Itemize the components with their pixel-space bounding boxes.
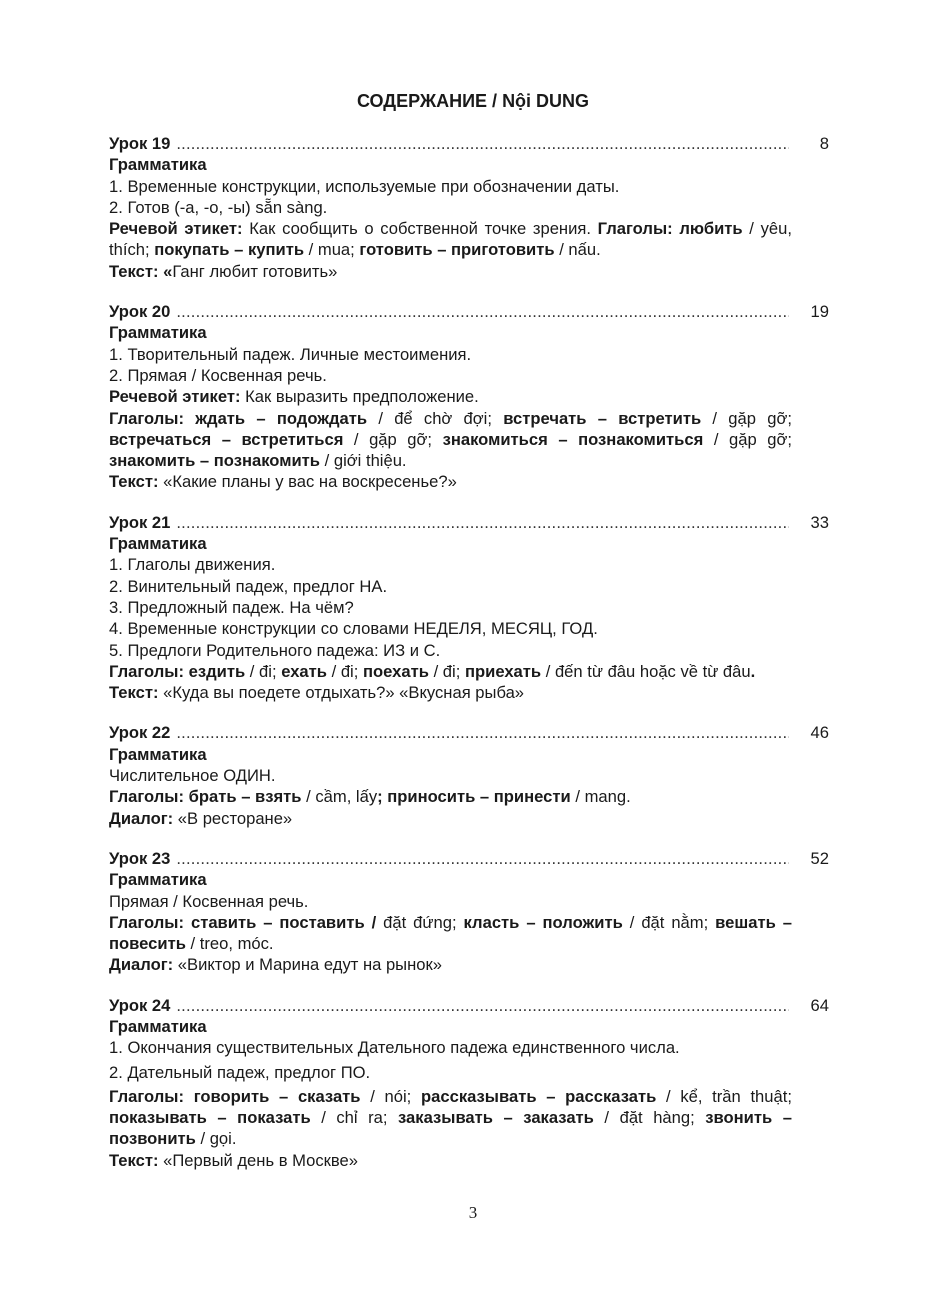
dialog-label: Диалог: (109, 955, 174, 975)
verbs-label: Глаголы: (109, 912, 185, 932)
grammar-item: 2. Прямая / Косвенная речь. (109, 365, 327, 385)
verb-translation: mang. (584, 787, 631, 807)
lesson-title: Урок 24 (109, 995, 171, 1015)
verb: ездить (188, 661, 246, 681)
verb: брать – взять (188, 787, 302, 807)
grammar-item: 1. Окончания существительных Дательного падежа единственного числа. (109, 1038, 680, 1058)
verb: рассказывать – рассказать (421, 1086, 657, 1106)
etiquette-label: Речевой этикет: (109, 387, 241, 407)
text-line (109, 261, 792, 282)
verb-translation: gọi. (209, 1129, 237, 1149)
text-title: «Первый день в Москве» (163, 1150, 359, 1170)
lesson-title: Урок 19 (109, 134, 171, 153)
verb-translation: để chờ đợi; (394, 408, 492, 428)
verb: ехать (281, 661, 327, 681)
lesson-heading[interactable] (109, 301, 829, 322)
verb: готовить – приготовить (359, 240, 555, 260)
page-title: СОДЕРЖАНИЕ / Nội DUNG (356, 91, 590, 111)
lesson-page-number: 33 (810, 512, 829, 532)
verb-translation: nói; (384, 1086, 412, 1106)
verb-translation: chỉ ra; (336, 1108, 388, 1128)
verb: любить (679, 219, 743, 239)
dialog-line (109, 808, 792, 829)
text-label: Текст: (109, 683, 159, 703)
verbs-paragraph: Глаголы: брать – взять / cầm, lấy; приносить – принести / mang. (109, 787, 631, 807)
verb-translation: đặt hàng; (619, 1108, 695, 1128)
verbs-label: Глаголы: (109, 787, 185, 807)
lesson-title: Урок 21 (109, 512, 171, 532)
verbs-paragraph: Глаголы: говорить – сказать / nói; рассказывать – рассказать / kể, trần thuật; показывать – показать / chỉ ra; заказывать – заказать / đặt hàng; звонить – позвонить / gọi. (109, 1086, 792, 1149)
verb: знакомить – познакомить (109, 451, 321, 471)
text-title: «Какие планы у вас на воскресенье?» (163, 472, 457, 492)
etiquette-text: Как выразить предположение. (245, 387, 479, 407)
lesson-title: Урок 22 (109, 723, 171, 743)
verbs-label: Глаголы: (109, 661, 185, 681)
lesson-19 (109, 133, 829, 282)
dialog-title: «Виктор и Марина едут на рынок» (177, 955, 442, 975)
lesson-heading[interactable] (109, 512, 829, 533)
verb: ставить – поставить / (190, 912, 377, 932)
lesson-page-number: 46 (810, 723, 829, 743)
verb-translation: đi; (442, 661, 461, 681)
text-label: Текст: (109, 1150, 159, 1170)
grammar-item: 4. Временные конструкции со словами НЕДЕЛЯ, МЕСЯЦ, ГОД. (109, 619, 598, 639)
text-line (109, 1150, 792, 1171)
text-label: Текст: « (109, 261, 173, 281)
verb-translation: kể, trần thuật; (680, 1086, 792, 1106)
grammar-item: 5. Предлоги Родительного падежа: ИЗ и С. (109, 640, 441, 660)
verb-translation: đến từ đâu hoặc về từ đâu (554, 661, 751, 681)
leader-dots (176, 848, 789, 869)
lesson-title: Урок 20 (109, 302, 171, 322)
verb-end: . (750, 661, 756, 681)
leader-dots (176, 133, 789, 154)
leader-dots (176, 301, 789, 322)
verbs-label: Глаголы: (109, 1086, 185, 1106)
grammar-item: 2. Винительный падеж, предлог НА. (109, 576, 388, 596)
verb: встречаться – встретиться (109, 429, 344, 449)
verb-translation: yêu, thích; (109, 219, 792, 260)
grammar-heading: Грамматика (109, 744, 207, 764)
verbs-paragraph: Глаголы: ставить – поставить / đặt đứng; класть – положить / đặt nằm; вешать – повесить / treo, móc. (109, 912, 792, 954)
verb-translation: gặp gỡ; (728, 408, 792, 428)
page-number: 3 (468, 1203, 478, 1222)
lesson-page-number: 64 (810, 995, 829, 1015)
lesson-heading[interactable] (109, 722, 829, 743)
verb: приехать (464, 661, 542, 681)
grammar-item: 1. Творительный падеж. Личные местоимения. (109, 344, 472, 364)
grammar-heading: Грамматика (109, 323, 207, 343)
verb: ; приносить – принести (377, 787, 571, 807)
text-label: Текст: (109, 472, 159, 492)
etiquette-label: Речевой этикет: (109, 219, 243, 239)
verb: заказывать – заказать (398, 1108, 594, 1128)
etiquette-text: Как сообщить о собственной точке зрения. (249, 219, 591, 239)
text-title: Ганг любит готовить» (172, 261, 338, 281)
verb-translation: cầm, lấy (315, 787, 378, 807)
text-line (109, 471, 792, 492)
grammar-item: 2. Готов (-а, -о, -ы) sẵn sàng. (109, 197, 328, 217)
lesson-24 (109, 995, 829, 1171)
lesson-title: Урок 23 (109, 848, 171, 868)
verb-translation: nấu. (568, 240, 601, 260)
leader-dots (176, 512, 789, 533)
verb-translation: gặp gỡ; (728, 429, 792, 449)
verb: поехать (362, 661, 429, 681)
grammar-heading: Грамматика (109, 870, 207, 890)
verb: говорить – сказать (193, 1086, 361, 1106)
leader-dots (176, 722, 789, 743)
etiquette-line (109, 386, 792, 407)
verbs-label: Глаголы: (597, 219, 673, 239)
lesson-21 (109, 512, 829, 704)
grammar-item: 1. Глаголы движения. (109, 555, 276, 575)
verb-translation: mua; (317, 240, 355, 260)
grammar-item: Прямая / Косвенная речь. (109, 891, 309, 911)
lesson-20 (109, 301, 829, 493)
verb: покупать – купить (154, 240, 305, 260)
dialog-label: Диалог: (109, 808, 174, 828)
text-line (109, 682, 792, 703)
verbs-label: Глаголы: (109, 408, 185, 428)
verb-translation: đi; (259, 661, 277, 681)
text-title: «Куда вы поедете отдыхать?» «Вкусная рыба» (163, 683, 525, 703)
leader-dots (176, 995, 789, 1016)
verbs-paragraph: Глаголы: ездить / đi; ехать / đi; поехать / đi; приехать / đến từ đâu hoặc về từ đâu. (109, 661, 756, 681)
verbs-paragraph: Глаголы: ждать – подождать / để chờ đợi; встречать – встретить / gặp gỡ; встречаться – встретиться / gặp gỡ; знакомиться – познакомиться / gặp gỡ; знакомить – познакомить / giới thiệu. (109, 408, 792, 471)
dialog-line (109, 954, 792, 975)
grammar-item: Числительное ОДИН. (109, 766, 276, 786)
etiquette-and-verbs: Речевой этикет: Как сообщить о собственной точке зрения. Глаголы: любить / yêu, thích; покупать – купить / mua; готовить – приготовить / nấu. (109, 219, 792, 260)
table-of-contents (109, 133, 829, 1190)
verb: встречать – встретить (503, 408, 702, 428)
verb: вешать – повесить (109, 912, 792, 954)
grammar-heading: Грамматика (109, 155, 207, 175)
verb: ждать – подождать (195, 408, 368, 428)
verb-translation: đặt nằm; (641, 912, 709, 932)
lesson-heading[interactable] (109, 848, 829, 869)
grammar-heading: Грамматика (109, 1016, 207, 1036)
verb-translation: đi; (340, 661, 359, 681)
verb: звонить – позвонить (109, 1108, 792, 1149)
verb-translation: giới thiệu. (333, 451, 407, 471)
verb-translation: đặt đứng; (383, 912, 457, 932)
lesson-23 (109, 848, 829, 976)
verb-translation: gặp gỡ; (369, 429, 433, 449)
verb: показывать – показать (109, 1108, 311, 1128)
verb: знакомиться – познакомиться (442, 429, 704, 449)
lesson-page-number: 8 (819, 134, 829, 153)
lesson-22 (109, 722, 829, 828)
verb: класть – положить (463, 912, 623, 932)
lesson-page-number: 19 (810, 302, 829, 322)
grammar-item: 2. Дательный падеж, предлог ПО. (109, 1062, 371, 1082)
grammar-item: 3. Предложный падеж. На чём? (109, 597, 354, 617)
dialog-title: «В ресторане» (177, 808, 293, 828)
grammar-item: 1. Временные конструкции, используемые при обозначении даты. (109, 176, 620, 196)
grammar-heading: Грамматика (109, 534, 207, 554)
lesson-page-number: 52 (810, 848, 829, 868)
lesson-heading[interactable] (109, 995, 829, 1016)
verb-translation: treo, móc. (199, 934, 274, 954)
lesson-heading[interactable] (109, 133, 829, 154)
